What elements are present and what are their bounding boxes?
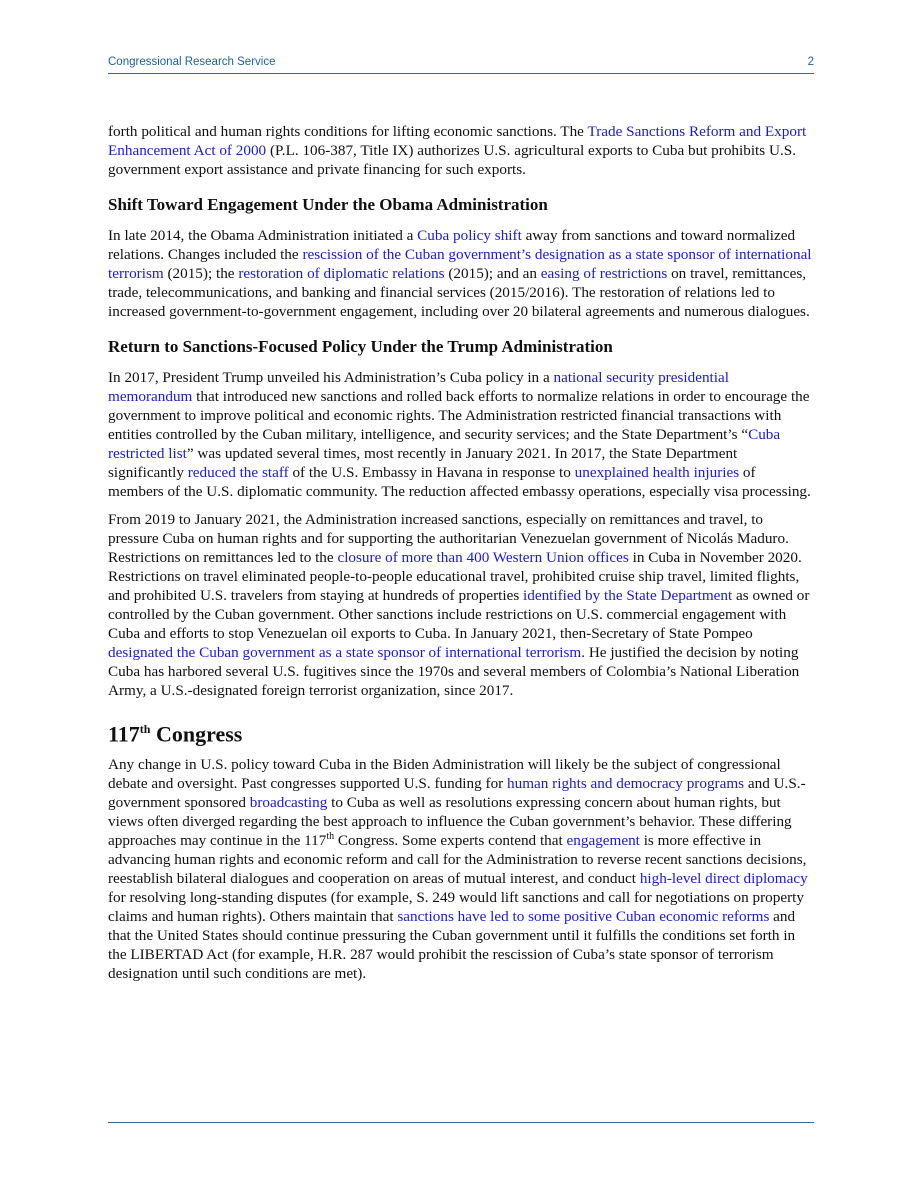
text: as owned or controlled by the Cuban government. Other sanctions include restrictions on U.S. commercial engagement with Cuba and efforts to stop Venezuelan oil exports to Cuba. In January 2021, then-Secretary of State Pompeo [108, 587, 810, 642]
text: Congress. Some experts contend that [334, 832, 567, 850]
link-sanctions-reforms[interactable]: sanctions have led to some positive Cuban economic reforms [397, 908, 770, 926]
link-restoration-relations[interactable]: restoration of diplomatic relations [238, 265, 445, 282]
main-content [108, 122, 814, 992]
heading-117th-congress [108, 716, 814, 747]
text: and U.S.-government sponsored [108, 775, 806, 812]
paragraph-congress [108, 755, 814, 983]
page-header [108, 56, 814, 74]
text: Any change in U.S. policy toward Cuba in the Biden Administration will likely be the subject of congressional debate and oversight. Past congresses supported U.S. funding for [108, 756, 781, 793]
footer-divider [108, 1122, 814, 1123]
text: away from sanctions and toward normalized relations. Changes included the [108, 227, 796, 263]
text: . He justified the decision by noting Cuba has harbored several U.S. fugitives since the 1970s and several members of Colombia’s National Liberation Army, a U.S.-designated foreign terrorist organization, since 2017. [108, 644, 800, 699]
paragraph-trump-2019 [108, 510, 814, 700]
link-cuba-restricted-list[interactable]: Cuba restricted list [108, 426, 781, 462]
text: ” was updated several times, most recently in January 2021. In 2017, the State Department significantly [108, 445, 738, 481]
superscript: th [326, 831, 335, 843]
text: and that the United States should continue pressuring the Cuban government until it fulfills the conditions set forth in the LIBERTAD Act (for example, H.R. 287 would prohibit the rescission of Cuba’s state sponsor of terrorism designation until such conditions are met). [108, 908, 796, 983]
text: on travel, remittances, trade, telecommunications, and banking and financial services (2015/2016). The restoration of relations led to increased government-to-government engagement, including over 20 bilateral agreements and numerous dialogues. [108, 265, 810, 320]
link-nspm[interactable]: national security presidential memorandum [108, 369, 729, 405]
text: From 2019 to January 2021, the Administration increased sanctions, especially on remittances and travel, to pressure Cuba on human rights and for supporting the authoritarian Venezuelan government of Nicolás Maduro. Restrictions on remittances led to the [108, 511, 789, 566]
header-divider [108, 73, 814, 74]
text: In 2017, President Trump unveiled his Administration’s Cuba policy in a [108, 369, 554, 386]
link-rescission-designation[interactable]: rescission of the Cuban government’s designation as a state sponsor of international terrorism [108, 246, 812, 282]
text: in Cuba in November 2020. Restrictions on travel eliminated people-to-people educational travel, prohibited cruise ship travel, limited flights, and prohibited U.S. travelers from staying at hundreds of properties [108, 549, 802, 604]
link-health-injuries[interactable]: unexplained health injuries [574, 464, 740, 481]
link-tsra-act[interactable]: Trade Sanctions Reform and Export Enhancement Act of 2000 [108, 123, 807, 159]
link-reduced-staff[interactable]: reduced the staff [187, 464, 289, 481]
link-human-rights-programs[interactable]: human rights and democracy programs [507, 775, 745, 793]
text: 117 [108, 721, 140, 747]
link-western-union-closure[interactable]: closure of more than 400 Western Union offices [337, 549, 629, 566]
report-source: Congressional Research Service [108, 56, 276, 68]
link-easing-restrictions[interactable]: easing of restrictions [540, 265, 668, 282]
text: that introduced new sanctions and rolled back efforts to normalize relations in order to encourage the government to improve political and economic rights. The Administration restricted financial transactions with entities controlled by the Cuban military, intelligence, and security services; and the State Department’s “ [108, 388, 810, 443]
text: (P.L. 106-387, Title IX) authorizes U.S. agricultural exports to Cuba but prohibits U.S. government export assistance and private financing for such exports. [108, 142, 796, 178]
text: of the U.S. Embassy in Havana in response to [288, 464, 575, 481]
heading-trump: Return to Sanctions-Focused Policy Under the Trump Administration [108, 337, 613, 356]
link-engagement[interactable]: engagement [566, 832, 640, 850]
heading-obama: Shift Toward Engagement Under the Obama Administration [108, 195, 548, 214]
text: forth political and human rights conditions for lifting economic sanctions. The [108, 123, 588, 140]
link-high-level-diplomacy[interactable]: high-level direct diplomacy [639, 870, 808, 888]
paragraph-trump-2017 [108, 368, 814, 501]
link-state-department-properties[interactable]: identified by the State Department [523, 587, 733, 604]
text: to Cuba as well as resolutions expressing concern about human rights, but views often diverged regarding the best approach to influence the Cuban government’s behavior. These differing approaches may continue in the 117 [108, 794, 792, 850]
text: of members of the U.S. diplomatic community. The reduction affected embassy operations, especially visa processing. [108, 464, 811, 500]
link-sst-designation[interactable]: designated the Cuban government as a state sponsor of international terrorism [108, 644, 582, 661]
superscript: th [139, 722, 151, 736]
text: for resolving long-standing disputes (for example, S. 249 would lift sanctions and call for negotiations on property claims and human rights). Others maintain that [108, 889, 804, 926]
text: is more effective in advancing human rights and economic reform and call for the Administration to reverse recent sanctions decisions, reestablish bilateral dialogues and cooperation on areas of mutual interest, and conduct [108, 832, 807, 888]
paragraph-obama [108, 226, 814, 321]
text: Congress [150, 721, 243, 747]
text: (2015); and an [444, 265, 541, 282]
link-cuba-policy-shift[interactable]: Cuba policy shift [417, 227, 522, 244]
text: In late 2014, the Obama Administration initiated a [108, 227, 418, 244]
text: (2015); the [163, 265, 239, 282]
link-broadcasting[interactable]: broadcasting [249, 794, 328, 812]
page-number: 2 [807, 56, 814, 68]
paragraph-tsra [108, 122, 814, 179]
